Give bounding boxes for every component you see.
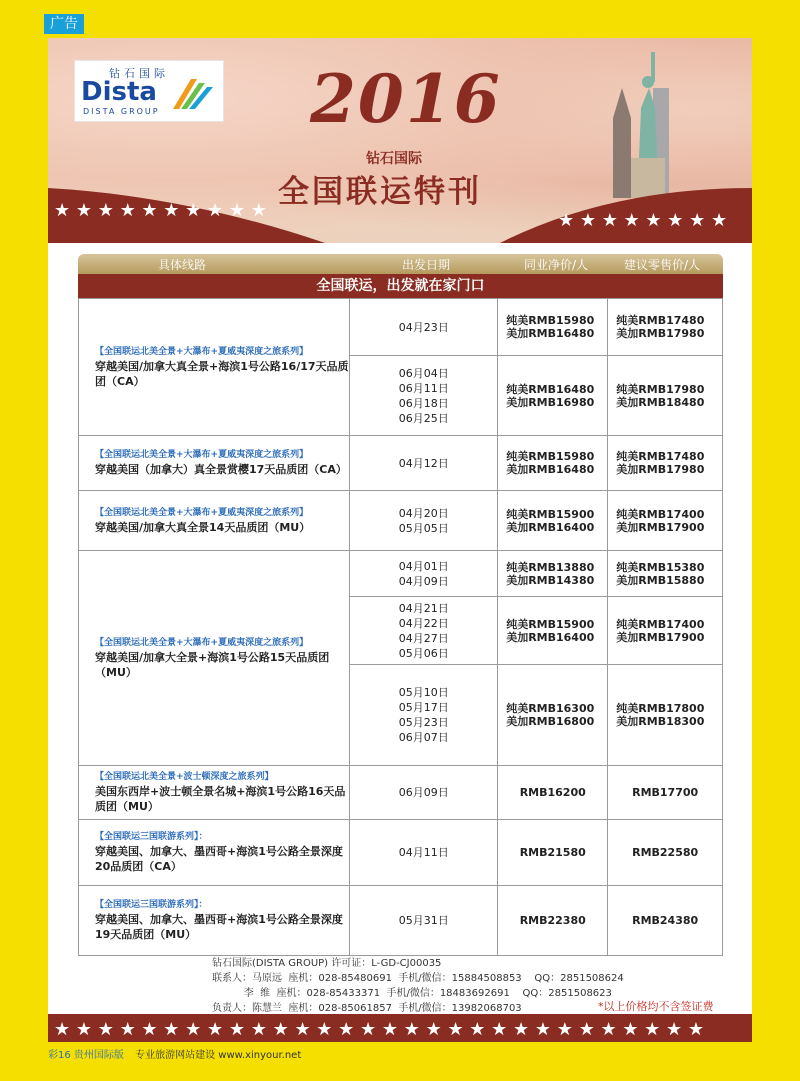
visa-note: *以上价格均不含签证费 (598, 1000, 714, 1013)
statue-of-liberty-icon (593, 48, 703, 198)
retail-price: 纯美RMB17480 (616, 314, 705, 327)
retail-price: 纯美RMB17400 (616, 617, 705, 631)
price-table (78, 298, 723, 956)
date: 04月11日 (398, 846, 449, 859)
date: 04月01日 (398, 559, 449, 573)
contact-info (212, 956, 624, 1016)
route-series: 【全国联运北美全景+波士顿深度之旅系列】 (95, 772, 274, 782)
stars-wave-right (498, 188, 752, 243)
net-price: 纯美RMB16300 (506, 702, 595, 715)
table-row (79, 436, 723, 491)
retail-price: 美加RMB17900 (616, 520, 705, 534)
logo-sub: DISTA GROUP (83, 107, 160, 116)
date: 04月23日 (398, 320, 449, 334)
route-series: 【全国联运北美全景+大瀑布+夏威夷深度之旅系列】 (95, 346, 309, 357)
net-price: 纯美RMB15900 (506, 617, 595, 631)
footer-slogan: 专业旅游网站建设 www.xinyour.net (135, 1050, 302, 1061)
date: 04月27日 (398, 631, 449, 645)
retail-price: RMB22580 (632, 846, 699, 859)
table-banner: 全国联运，出发就在家门口 (78, 274, 723, 298)
table-row (79, 820, 723, 886)
col-retail: 建议零售价/人 (624, 258, 701, 272)
date: 05月23日 (398, 716, 449, 729)
svg-text:★ ★ ★ ★ ★ ★ ★ ★ ★ ★: ★ ★ ★ ★ ★ ★ ★ ★ ★ ★ (54, 200, 267, 221)
retail-price: 美加RMB17980 (616, 463, 705, 476)
retail-price: 美加RMB15880 (616, 573, 705, 587)
route-name: 穿越美国、加拿大、墨西哥+海滨1号公路全景深度19天品质团（MU） (95, 913, 343, 941)
retail-price: 纯美RMB17400 (616, 507, 705, 521)
net-price: 美加RMB16400 (506, 630, 595, 644)
retail-price: 纯美RMB17980 (616, 382, 705, 396)
date: 06月09日 (398, 786, 449, 799)
ad-tag: 广告 (44, 14, 84, 34)
page-footer (48, 1046, 301, 1061)
net-price: 纯美RMB15980 (506, 314, 595, 327)
page-number: 彩16 贵州国际版 (48, 1050, 124, 1061)
route-name: 美国东西岸+波士顿全景名城+海滨1号公路16天品质团（MU） (95, 785, 346, 813)
retail-price: 美加RMB18300 (616, 715, 705, 728)
company-license: 钻石国际(DISTA GROUP) 许可证：L-GD-CJ00035 (212, 958, 442, 969)
logo-stripes-icon (171, 79, 217, 109)
header-banner (48, 38, 752, 243)
retail-price: RMB24380 (632, 914, 699, 927)
net-price: 美加RMB16980 (506, 395, 595, 409)
logo-text: Dista (81, 77, 157, 107)
net-price: 纯美RMB13880 (506, 560, 595, 574)
contact-line: 李 维 座机：028-85433371 手机/微信：18483692691 QQ：2851508623 (212, 988, 612, 999)
retail-price: 纯美RMB17800 (616, 702, 705, 715)
dista-logo (74, 60, 224, 122)
contact-line: 联系人：马原远 座机：028-85480691 手机/微信：15884508853 QQ：2851508624 (212, 973, 624, 984)
route-name: 穿越美国/加拿大真全景+海滨1号公路16/17天品质团（CA） (95, 359, 349, 388)
route-name: 穿越美国/加拿大真全景14天品质团（MU） (95, 520, 311, 534)
net-price: RMB21580 (519, 846, 586, 859)
date: 05月05日 (398, 521, 449, 535)
banner-year: 2016 (310, 60, 502, 138)
svg-text:★ ★ ★ ★ ★ ★ ★ ★: ★ ★ ★ ★ ★ ★ ★ ★ (558, 210, 728, 231)
net-price: 纯美RMB15980 (506, 450, 595, 463)
retail-price: 纯美RMB17480 (616, 450, 705, 463)
date: 06月11日 (398, 381, 449, 395)
net-price: 纯美RMB15900 (506, 507, 595, 521)
date: 04月12日 (398, 456, 449, 470)
price-table-section (78, 254, 723, 956)
flyer-page (48, 38, 752, 1042)
retail-price: 美加RMB18480 (616, 395, 705, 409)
col-date: 出发日期 (402, 258, 451, 272)
date: 05月10日 (398, 686, 449, 699)
col-route: 具体线路 (158, 258, 207, 272)
route-series: 【全国联运三国联游系列】： (95, 832, 208, 842)
date: 04月22日 (398, 616, 449, 630)
net-price: 纯美RMB16480 (506, 382, 595, 396)
table-row (79, 491, 723, 551)
col-net: 同业净价/人 (524, 258, 589, 272)
net-price: RMB16200 (519, 786, 586, 799)
contact-line: 负责人：陈慧兰 座机：028-85061857 手机/微信：13982068703 (212, 1003, 522, 1014)
svg-text:★ ★ ★ ★ ★ ★ ★ ★ ★ ★ ★ ★ ★ ★ ★: ★ ★ ★ ★ ★ ★ ★ ★ ★ ★ ★ ★ ★ ★ ★ ★ ★ ★ ★ ★ ★ ★ ★ ★ ★ ★ ★ ★ ★ ★ (54, 1019, 705, 1040)
date: 05月06日 (398, 646, 449, 660)
table-row (79, 886, 723, 956)
table-row (79, 551, 723, 597)
date: 04月21日 (398, 601, 449, 615)
date: 06月25日 (398, 411, 449, 425)
net-price: 美加RMB16800 (506, 715, 595, 728)
stars-wave-left (48, 188, 328, 243)
banner-brand: 钻石国际 (366, 151, 422, 167)
banner-title: 全国联运特刊 (278, 174, 482, 210)
table-row (79, 766, 723, 820)
net-price: 美加RMB14380 (506, 573, 595, 587)
net-price: 美加RMB16400 (506, 520, 595, 534)
net-price: RMB22380 (519, 914, 586, 927)
retail-price: 纯美RMB15380 (616, 560, 705, 574)
retail-price: 美加RMB17980 (616, 327, 705, 340)
date: 04月20日 (398, 506, 449, 520)
table-header (78, 254, 723, 274)
route-series: 【全国联运北美全景+大瀑布+夏威夷深度之旅系列】 (95, 450, 309, 460)
date: 05月31日 (398, 914, 449, 927)
stars-footer-band (48, 1014, 752, 1042)
stars-row-icon (48, 1014, 752, 1042)
logo-cn: 钻石国际 (109, 67, 169, 80)
retail-price: RMB17700 (632, 786, 699, 799)
date: 04月09日 (398, 574, 449, 588)
route-series: 【全国联运北美全景+大瀑布+夏威夷深度之旅系列】 (95, 637, 309, 648)
date: 06月07日 (398, 731, 449, 744)
net-price: 美加RMB16480 (506, 463, 595, 476)
route-series: 【全国联运三国联游系列】： (95, 900, 208, 910)
route-name: 穿越美国（加拿大）真全景赏樱17天品质团（CA） (95, 463, 347, 476)
retail-price: 美加RMB17900 (616, 630, 705, 644)
route-name: 穿越美国、加拿大、墨西哥+海滨1号公路全景深度20品质团（CA） (95, 845, 343, 873)
net-price: 美加RMB16480 (506, 327, 595, 340)
table-row (79, 299, 723, 356)
route-name: 穿越美国/加拿大全景+海滨1号公路15天品质团（MU） (95, 650, 330, 679)
date: 05月17日 (398, 701, 449, 714)
route-series: 【全国联运北美全景+大瀑布+夏威夷深度之旅系列】 (95, 507, 309, 518)
date: 06月18日 (398, 396, 449, 410)
date: 06月04日 (398, 366, 449, 380)
